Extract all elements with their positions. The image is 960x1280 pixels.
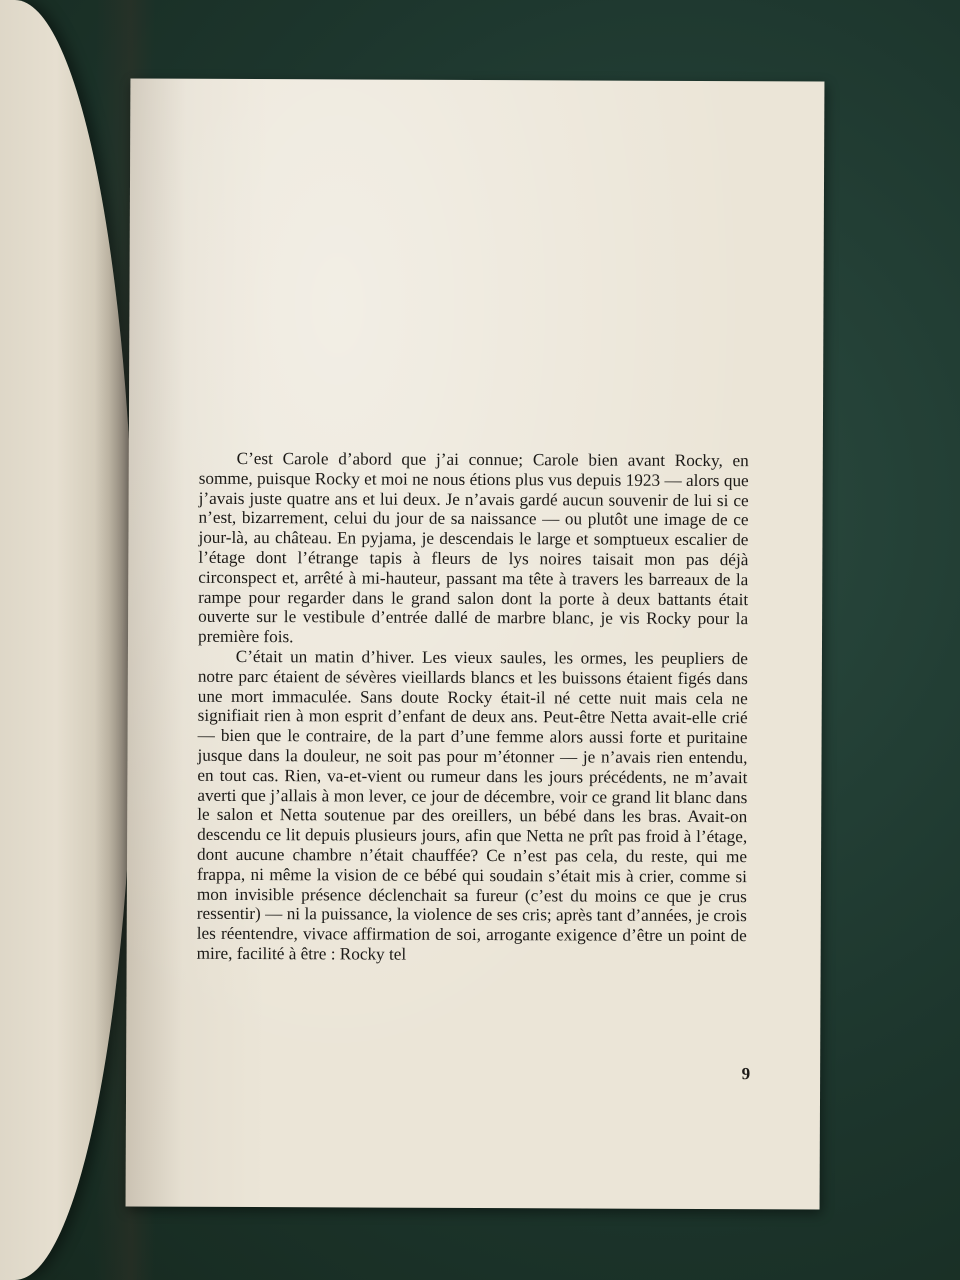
paragraph-2: C’était un matin d’hiver. Les vieux saules, les ormes, les peupliers de notre parc étaient de sévères vieillards blancs et les buissons étaient figés dans une mort immaculée. Sans doute Rocky était-il né cette nuit mais cela ne signifiait rien à mon esprit d’enfant de deux ans. Peut-être Netta avait-elle crié — bien que le contraire, de la part d’une femme alors aussi forte et puritaine jusque dans la douleur, ne soit pas pour m’étonner — je n’avais rien entendu, en tout cas. Rien, va-et-vient ou rumeur dans les jours précédents, ne m’avait averti que j’allais à mon lever, ce jour de décembre, voir ce grand lit blanc dans le salon et Netta soutenue par des oreillers, un bébé dans les bras. Avait-on descendu ce lit depuis plusieurs jours, afin que Netta ne prît pas froid à l’étage, dont aucune chambre n’était chauffée? Ce n’est pas cela, du reste, qui me frappa, ni même la vision de ce bébé qui soudain s’était mis à crier, comme si mon invisible présence déclenchait sa fureur (c’est du moins ce que je crus ressentir) — ni la puissance, la violence de ses cris; après tant d’années, je crois les réentendre, vivace affirmation de soi, arrogante exigence d’être un point de mire, facilité à être : Rocky tel — [196, 646, 748, 964]
page-number: 9 — [741, 1064, 751, 1084]
body-text — [197, 449, 749, 966]
book-page — [126, 78, 825, 1209]
paragraph-1: C’est Carole d’abord que j’ai connue; Carole bien avant Rocky, en somme, puisque Rocky et moi ne nous étions plus vus depuis 1923 — alors que j’avais juste quatre ans et lui deux. Je n’avais gardé aucun souvenir de lui si ce n’est, bizarrement, celui du jour de sa naissance — ou plutôt une image de ce jour-là, au château. En pyjama, je descendais le large et somptueux escalier de l’étage dont l’étrange tapis à fleurs de lys noires taisait mon pas déjà circonspect et, arrêté à mi-hauteur, passant ma tête à travers les barreaux de la rampe pour regarder dans le grand salon dont la porte à deux battants était ouverte sur le vestibule d’entrée dallé de marbre blanc, je vis Rocky pour la première fois. — [197, 448, 749, 647]
